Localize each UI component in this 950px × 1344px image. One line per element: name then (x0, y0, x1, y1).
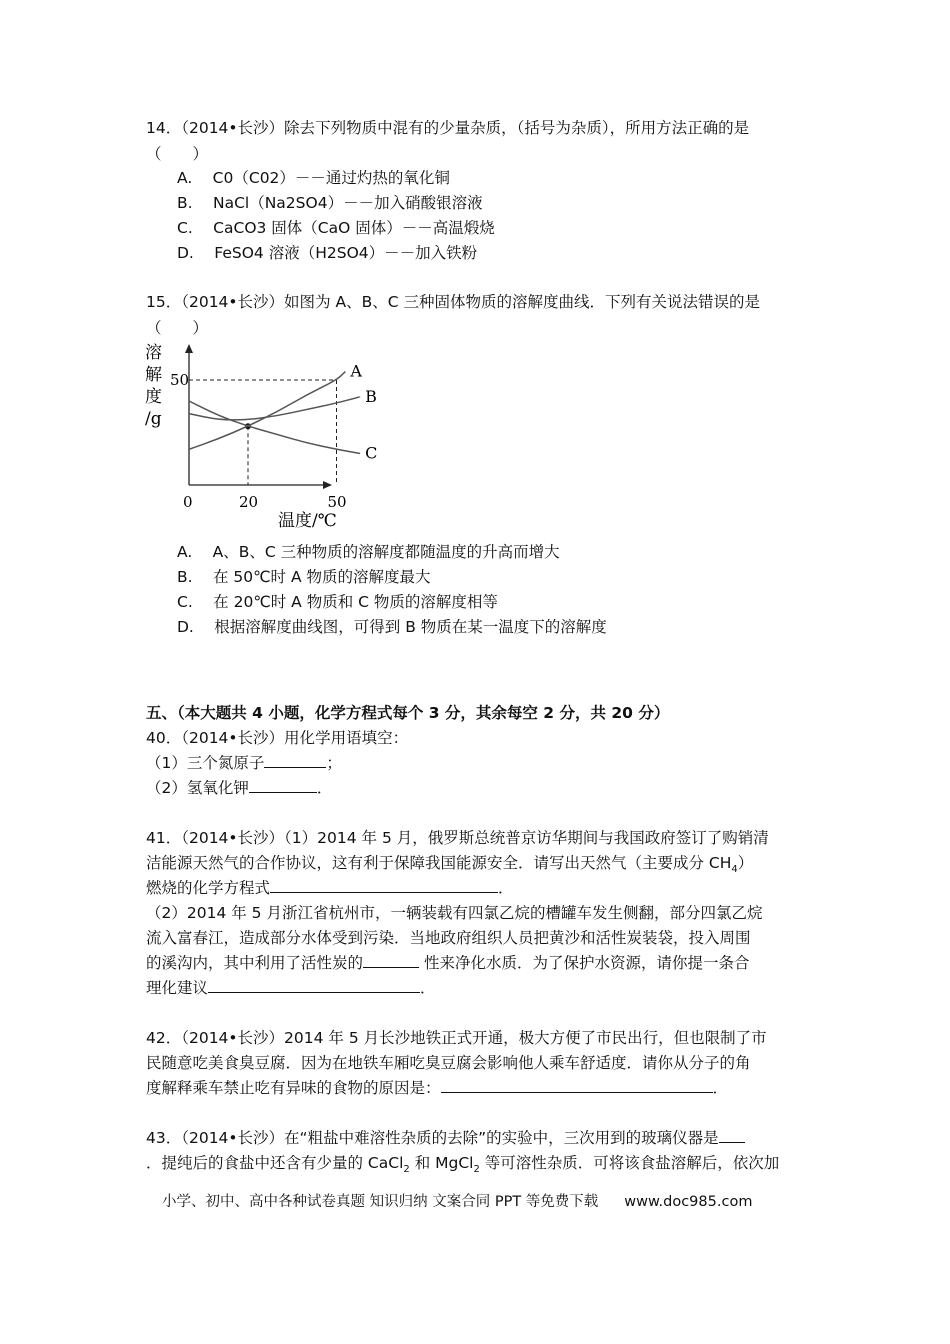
q41-line6-text: 的溪沟内，其中利用了活性炭的 (146, 954, 364, 972)
x-tick-50: 50 (327, 493, 347, 511)
answer-blank[interactable] (208, 978, 420, 993)
footer-text: 小学、初中、高中各种试卷真题 知识归纳 文案合同 PPT 等免费下载 (162, 1194, 599, 1210)
answer-blank[interactable] (270, 878, 498, 893)
answer-blank[interactable] (441, 1078, 713, 1093)
q42-line1: 42．（2014•长沙）2014 年 5 月长沙地铁正式开通，极大方便了市民出行，但也限制了市 (146, 1029, 767, 1047)
q40-stem: 40．（2014•长沙）用化学用语填空： (146, 729, 409, 747)
q43-line1 (146, 1128, 745, 1148)
q15-option-b: B. 在 50℃时 A 物质的溶解度最大 (177, 568, 431, 586)
x-axis-label: 温度/℃ (278, 511, 337, 531)
q15-option-a: A. A、B、C 三种物质的溶解度都随温度的升高而增大 (177, 543, 560, 561)
answer-blank[interactable] (363, 953, 419, 968)
y-axis-arrow (185, 344, 193, 353)
q42-line3-end: ． (712, 1079, 729, 1097)
solubility-chart (142, 340, 378, 531)
q42-line2: 民随意吃美食臭豆腐．因为在地铁车厢吃臭豆腐会影响他人乘车舒适度．请你从分子的角 (146, 1054, 751, 1072)
footer (162, 1192, 752, 1212)
q41-line1: 41．（2014•长沙）（1）2014 年 5 月，俄罗斯总统普京访华期间与我国政府签订了购销清 (146, 829, 769, 847)
y-axis-label-char: 溶 (145, 343, 162, 363)
tick-labels (170, 371, 347, 511)
q15-paren: （ ） (146, 319, 209, 337)
q41-line6-end: 性来净化水质．为了保护水资源，请你提一条合 (419, 954, 750, 972)
q41-line5: 流入富春江，造成部分水体受到污染．当地政府组织人员把黄沙和活性炭装袋，投入周围 (146, 929, 751, 947)
curve-label-B: B (365, 386, 377, 406)
q15-option-c: C. 在 20℃时 A 物质和 C 物质的溶解度相等 (177, 593, 498, 611)
y-axis-label-char: 度 (145, 387, 162, 407)
q40-part1-text: （1）三个氮原子 (146, 754, 265, 772)
q40-part2-end: ． (316, 779, 333, 797)
curve-C (189, 401, 360, 454)
q42-line3 (146, 1078, 728, 1098)
solubility-curves (189, 362, 377, 463)
subscript: 4 (731, 864, 738, 876)
q43-line2 (146, 1153, 779, 1180)
q43-line2-end: 等可溶性杂质．可将该食盐溶解后，依次加 (479, 1154, 780, 1172)
x-tick-0: 0 (183, 493, 193, 511)
q40-part1-end: ； (326, 754, 342, 772)
x-tick-20: 20 (239, 493, 259, 511)
q14-option-d: D. FeSO4 溶液（H2SO4）－－加入铁粉 (177, 244, 478, 262)
subscript: 2 (473, 1164, 480, 1176)
q42-line3-text: 度解释乘车禁止吃有异味的食物的原因是： (146, 1079, 441, 1097)
q15-option-d: D. 根据溶解度曲线图，可得到 B 物质在某一温度下的溶解度 (177, 618, 607, 636)
y-axis-label-char: 解 (145, 365, 162, 385)
answer-blank[interactable] (249, 778, 317, 793)
q43-line2-mid: 和 MgCl (409, 1154, 474, 1172)
q40-part2-text: （2）氢氧化钾 (146, 779, 249, 797)
q41-line2 (146, 853, 753, 880)
curve-B (189, 397, 360, 420)
y-axis-label-char: /g (145, 409, 162, 429)
answer-blank[interactable] (264, 753, 326, 768)
q14-paren: （ ） (146, 145, 209, 163)
q41-line7-end: ． (420, 979, 436, 997)
answer-blank[interactable] (719, 1128, 745, 1143)
q43-line2-text: ．提纯后的食盐中还含有少量的 CaCl (146, 1154, 404, 1172)
q41-line7-text: 理化建议 (146, 979, 209, 997)
curve-A (189, 372, 345, 450)
q40-part2 (146, 778, 332, 798)
subscript: 2 (403, 1164, 410, 1176)
q41-line4: （2）2014 年 5 月浙江省杭州市，一辆装载有四氯乙烷的槽罐车发生侧翻，部分四氯乙烷 (146, 904, 763, 922)
q14-option-b: B. NaCl（Na2SO4）－－加入硝酸银溶液 (177, 194, 483, 212)
q41-line3 (146, 878, 514, 898)
q14-stem: 14．（2014•长沙）除去下列物质中混有的少量杂质，（括号为杂质），所用方法正确的是 (146, 119, 750, 137)
q15-stem: 15．（2014•长沙）如图为 A、B、C 三种固体物质的溶解度曲线．下列有关说法错误的是 (146, 293, 760, 311)
q41-line2-end: ） (737, 854, 754, 872)
q41-line6 (146, 953, 749, 973)
q41-line2-text: 洁能源天然气的合作协议，这有利于保障我国能源安全．请写出天然气（主要成分 CH (146, 854, 732, 872)
q14-option-a: A. C0（C02）－－通过灼热的氧化铜 (177, 169, 450, 187)
curve-label-A: A (350, 361, 362, 381)
curve-label-C: C (365, 443, 378, 463)
section-heading: 五、（本大题共 4 小题，化学方程式每个 3 分，其余每空 2 分，共 20 分） (146, 704, 670, 722)
footer-url: www.doc985.com (624, 1194, 753, 1210)
q14-option-c: C. CaCO3 固体（CaO 固体）－－高温煅烧 (177, 219, 495, 237)
q40-part1 (146, 753, 342, 773)
y-tick-50: 50 (170, 371, 190, 389)
dashed-guides (189, 380, 337, 485)
x-axis-arrow (323, 481, 332, 489)
q41-line3-end: ． (498, 879, 514, 897)
q43-line1-text: 43．（2014•长沙）在“粗盐中难溶性杂质的去除”的实验中，三次用到的玻璃仪器是 (146, 1129, 719, 1147)
q41-line7 (146, 978, 436, 998)
y-axis-label (145, 343, 162, 429)
q41-line3-text: 燃烧的化学方程式 (146, 879, 271, 897)
